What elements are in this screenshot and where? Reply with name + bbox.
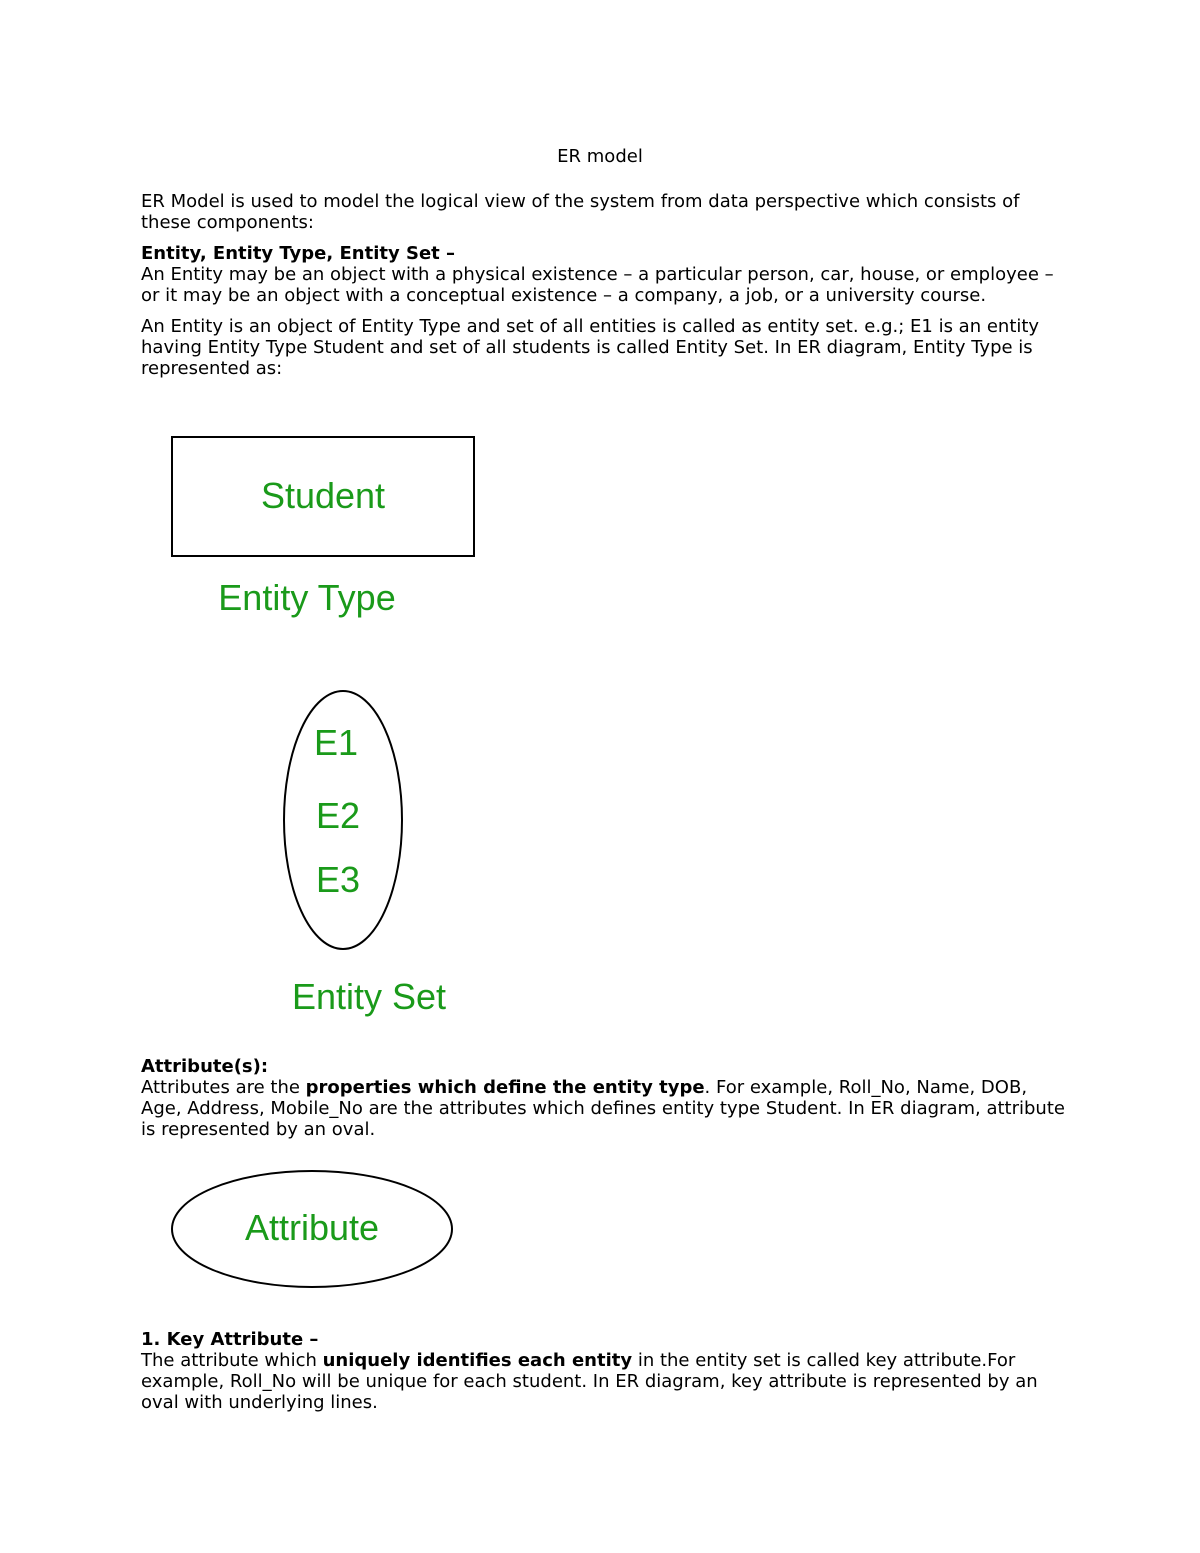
entity-set-item: E1	[313, 722, 359, 763]
key-attribute-heading: 1. Key Attribute –	[141, 1329, 319, 1350]
entity-heading: Entity, Entity Type, Entity Set –	[141, 243, 456, 264]
entity-type-caption: Entity Type	[218, 577, 396, 618]
attribute-oval-label: Attribute	[244, 1207, 380, 1248]
attribute-figure	[160, 1160, 470, 1300]
attribute-paragraph: Attributes are the properties which define the entity type. For example, Roll_No, Name, DOB, Age, Address, Mobile_No are the attributes which defines entity type Student. In ER diagram, attribute is represented by an oval.	[141, 1077, 1065, 1140]
entity-set-caption: Entity Set	[291, 976, 447, 1017]
document-title: ER model	[557, 146, 643, 167]
entity-type-figure	[160, 425, 500, 625]
entity-paragraph-2: An Entity is an object of Entity Type and set of all entities is called as entity set. e.g.; E1 is an entity having Entity Type Student and set of all students is called Entity Set. In ER diagram, Entity Type is represented as:	[141, 316, 1040, 379]
entity-set-item: E3	[315, 859, 361, 900]
entity-set-figure	[270, 680, 470, 1025]
entity-type-box-label: Student	[260, 475, 386, 516]
entity-set-item: E2	[315, 795, 361, 836]
intro-paragraph: ER Model is used to model the logical view of the system from data perspective which consists of these components:	[141, 191, 1020, 233]
key-attribute-emphasis: uniquely identifies each entity	[322, 1350, 633, 1371]
attribute-heading: Attribute(s):	[141, 1056, 269, 1077]
key-attribute-paragraph: The attribute which uniquely identifies each entity in the entity set is called key attribute.For example, Roll_No will be unique for each student. In ER diagram, key attribute is represented by an oval with underlying lines.	[141, 1350, 1038, 1413]
attribute-emphasis: properties which define the entity type	[305, 1077, 705, 1098]
entity-paragraph-1: An Entity may be an object with a physical existence – a particular person, car, house, or employee – or it may be an object with a conceptual existence – a company, a job, or a university course.	[141, 264, 1054, 306]
